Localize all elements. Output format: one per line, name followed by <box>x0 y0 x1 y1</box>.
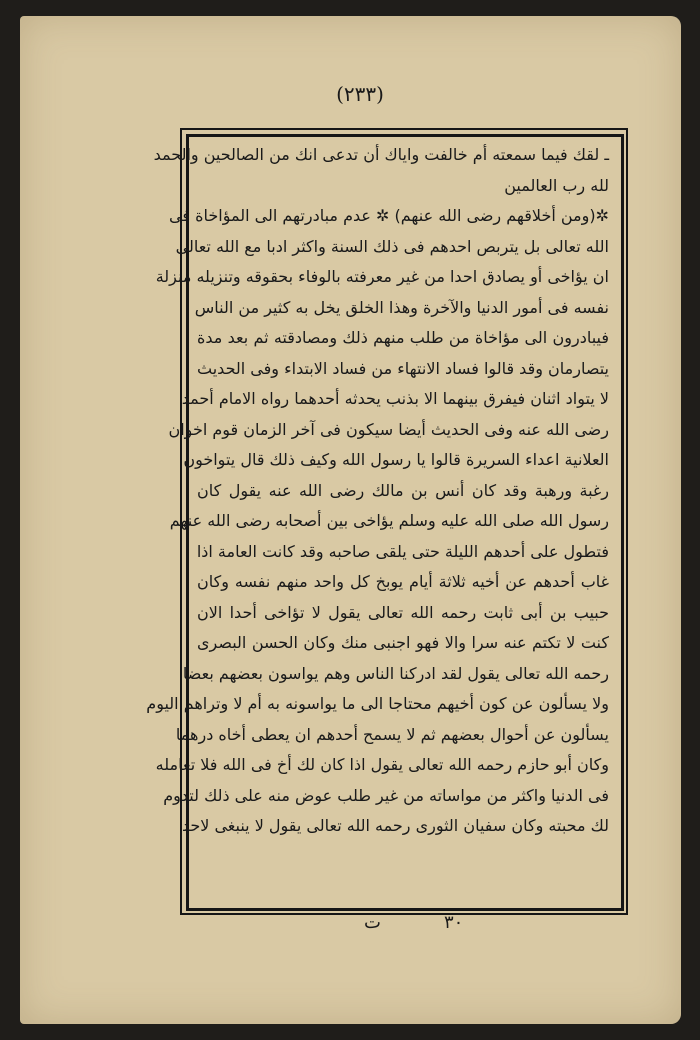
text-line: غاب أحدهم عن أخيه ثلاثة أيام يوبخ كل واحد منهم نفسه وكان <box>197 572 609 591</box>
text-line: فتطول على أحدهم الليلة حتى يلقى صاحبه وقد كانت العامة اذا <box>196 541 609 561</box>
text-line: كنت لا تكتم عنه سرا والا فهو اجنبى منك وكان الحسن البصرى <box>197 633 609 652</box>
text-line: وكان أبو حازم رحمه الله تعالى يقول اذا كان لك أخ فى الله فلا تعامله <box>155 755 609 774</box>
text-line: يسألون عن أحوال بعضهم ثم لا يسمح أحدهم ان يعطى أخاه درهما <box>175 724 609 744</box>
text-line: حبيب بن أبى ثابت رحمه الله تعالى يقول لا تؤاخى أحدا الان <box>197 602 609 622</box>
text-line: ان يؤاخى أو يصادق احدا من غير معرفته بالوفاء بحقوقه وتنزيله منزلة <box>155 267 609 286</box>
text-line: فيبادرون الى مؤاخاة من طلب منهم ذلك ومصادقته ثم بعد مدة <box>197 328 609 347</box>
text-line: لا يتواد اثنان فيفرق بينهما الا بذنب يحدثه أحدهما رواه الامام أحمد <box>181 389 609 408</box>
text-line: رسول الله صلى الله عليه وسلم يؤاخى بين أصحابه رضى الله عنهم <box>169 511 609 530</box>
signature-number: ۳۰ <box>444 912 464 933</box>
page-number: (۲۳۳) <box>336 82 384 106</box>
text-line: لك محبته وكان سفيان الثورى رحمه الله تعالى يقول لا ينبغى لاحد <box>181 816 609 835</box>
text-line: ـ لقك فيما سمعته أم خالفت واياك أن تدعى انك من الصالحين والحمد <box>153 145 609 164</box>
main-text-block <box>146 140 609 902</box>
signature-mark: ت <box>364 912 381 933</box>
text-line: ولا يسألون عن كون أخيهم محتاجا الى ما يواسونه به أم لا وتراهم اليوم <box>146 694 609 713</box>
text-line: رضى الله عنه وفى الحديث أيضا سيكون فى آخر الزمان قوم اخوان <box>168 419 609 439</box>
text-line: فى الدنيا واكثر من مواساته من غير طلب عوض منه على ذلك لتدوم <box>163 785 609 805</box>
section-heading-line: ✲(ومن أخلاقهم رضى الله عنهم) ✲ عدم مبادرتهم الى المؤاخاة فى <box>169 206 609 225</box>
text-line: رغبة ورهبة وقد كان أنس بن مالك رضى الله عنه يقول كان <box>197 480 609 500</box>
text-line: لله رب العالمين <box>504 175 609 195</box>
text-line: نفسه فى أمور الدنيا والآخرة وهذا الخلق يخل به كثير من الناس <box>194 297 609 317</box>
text-line: الله تعالى بل يتربص احدهم فى ذلك السنة واكثر ادبا مع الله تعالى <box>175 236 609 256</box>
text-line: العلانية اعداء السريرة قالوا يا رسول الله وكيف ذلك قال يتواخون <box>183 450 609 469</box>
text-line: يتصارمان وقد قالوا فساد الانتهاء من فساد الابتداء وفى الحديث <box>197 358 609 378</box>
text-line: رحمه الله تعالى يقول لقد ادركنا الناس وهم يواسون بعضهم بعضا <box>182 663 609 683</box>
